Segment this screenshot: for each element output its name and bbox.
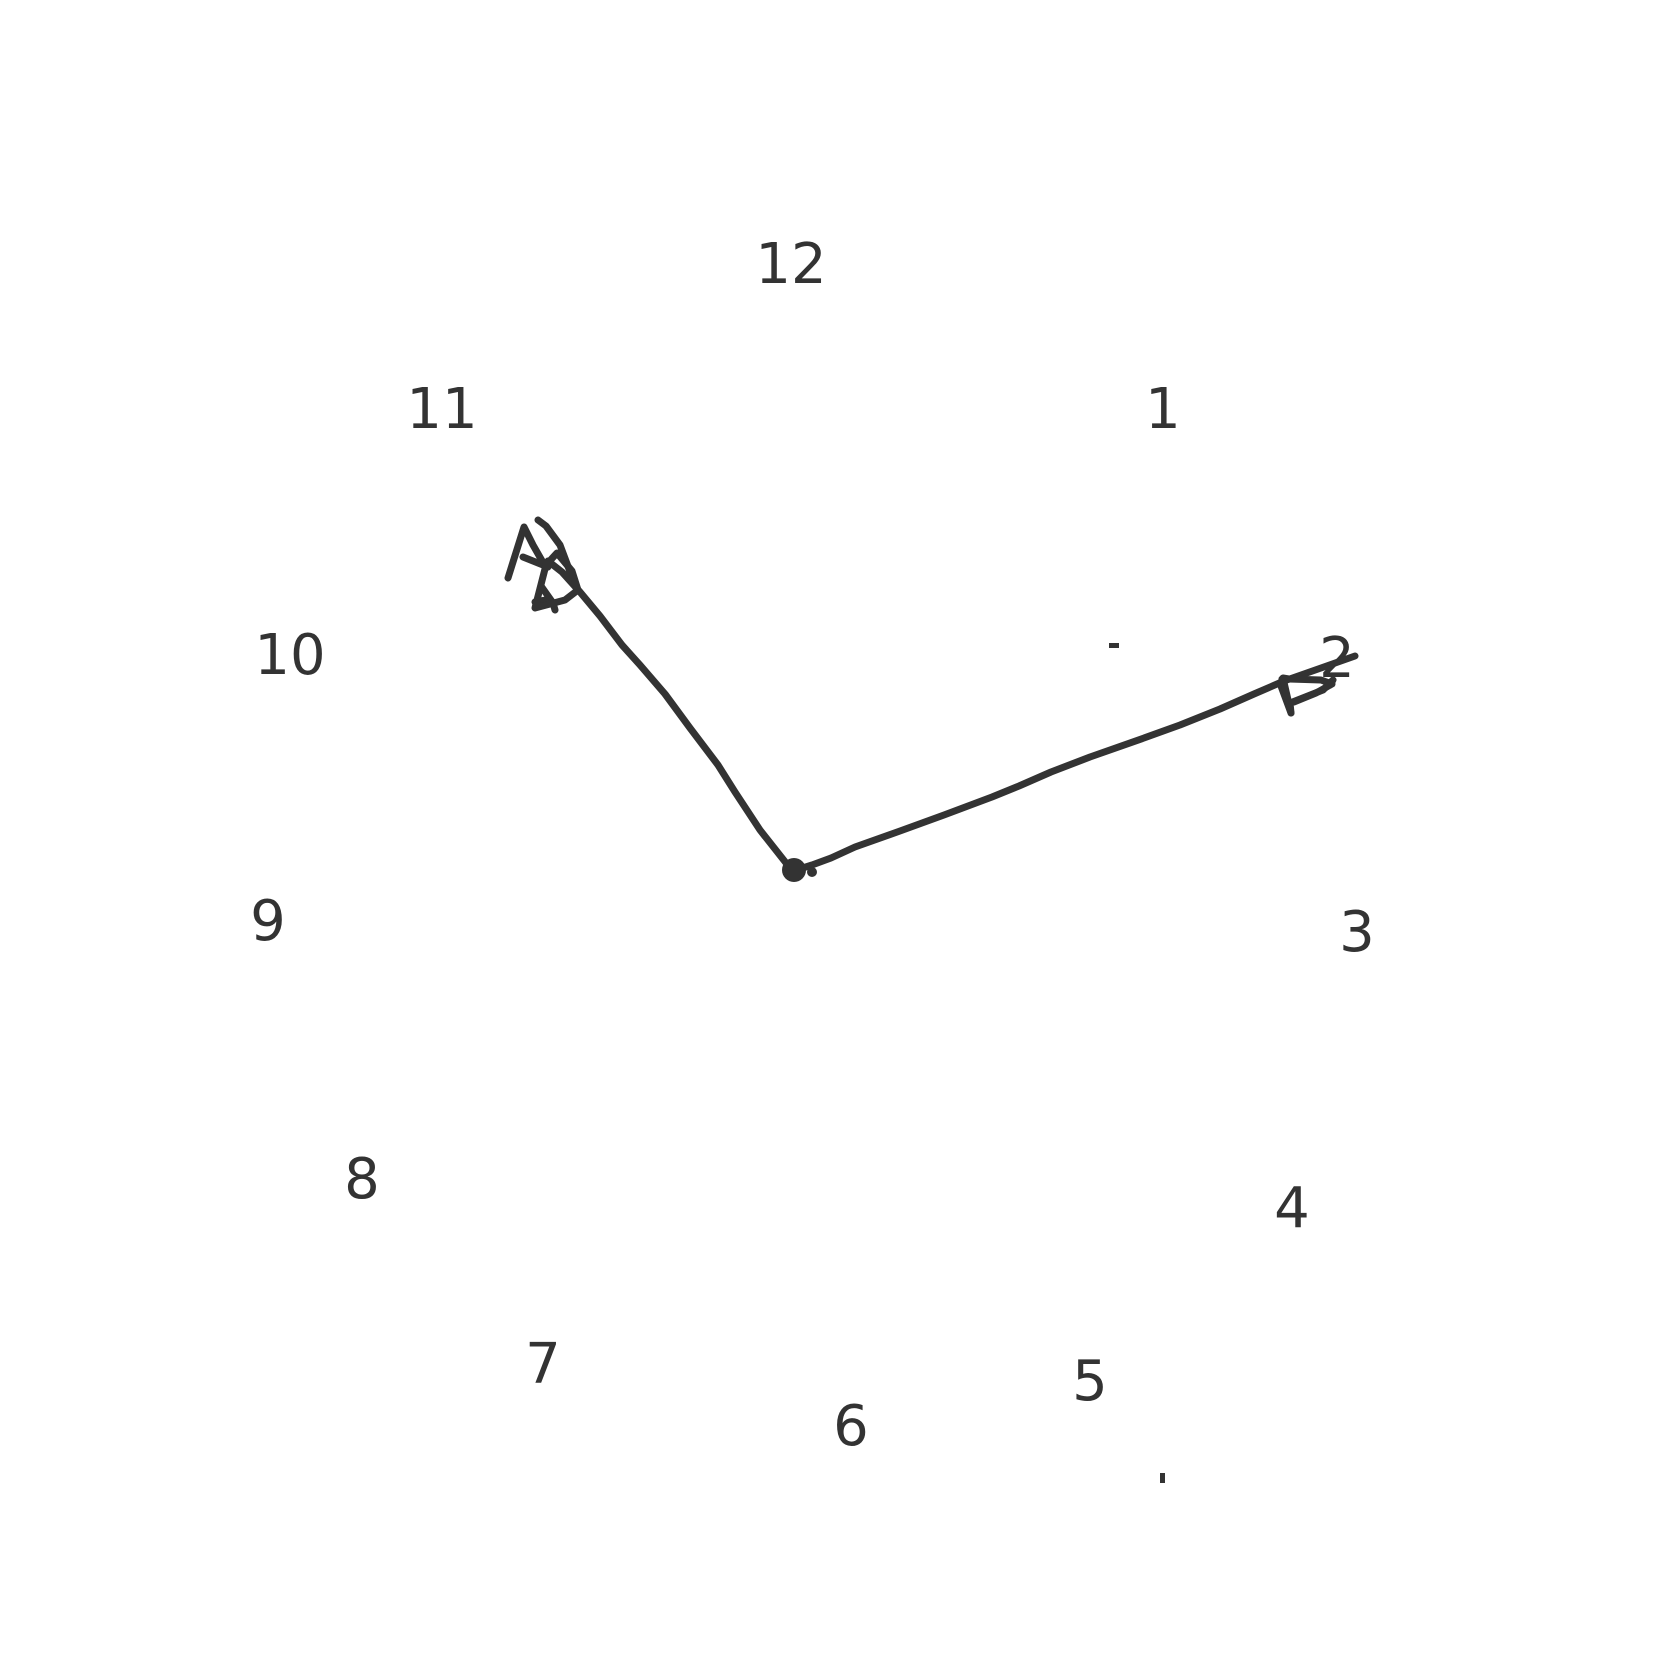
numeral-8: 8: [344, 1147, 380, 1213]
numeral-11: 11: [406, 377, 478, 443]
numeral-4: 4: [1274, 1176, 1310, 1242]
stray-mark: [1109, 643, 1119, 648]
numeral-1: 1: [1145, 377, 1181, 443]
numeral-2: 2: [1319, 626, 1355, 692]
numeral-3: 3: [1339, 900, 1375, 966]
numeral-9: 9: [250, 889, 286, 955]
stray-mark: [1160, 1473, 1165, 1483]
center-pivot: [782, 858, 806, 882]
numeral-10: 10: [254, 623, 326, 689]
numeral-12: 12: [755, 232, 827, 298]
numeral-7: 7: [525, 1332, 561, 1398]
numeral-6: 6: [833, 1394, 869, 1460]
center-pivot-tick: [807, 867, 817, 877]
numeral-5: 5: [1072, 1349, 1108, 1415]
